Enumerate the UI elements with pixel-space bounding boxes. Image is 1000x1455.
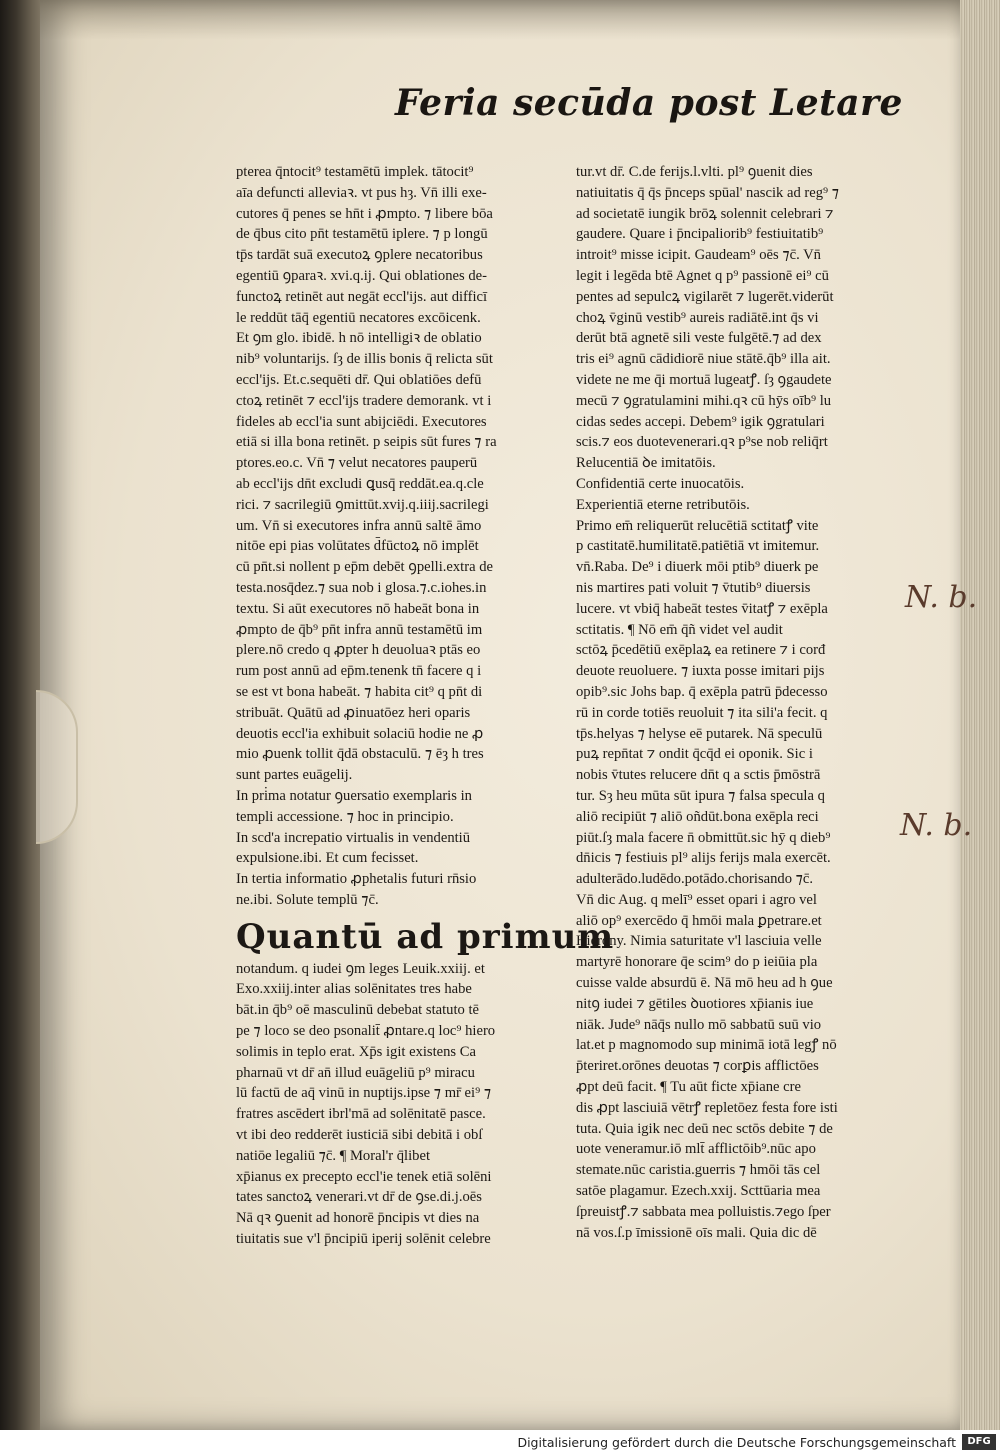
- digitization-footer: [0, 1430, 1000, 1455]
- text-line: de q̄bus cito pn̄t testamētū iplere. ⁊ p longū: [236, 226, 488, 243]
- marginal-note-nota-bene-1: N. b.: [905, 580, 978, 615]
- text-line: choꝝ v̄ginū vestib⁹ aureis radiātē.int q̄s vi: [576, 309, 819, 326]
- text-line: legit i legēda btē Agnet q p⁹ passionē ei⁹ cū: [576, 267, 829, 284]
- text-line: functoꝝ retinēt aut negāt eccl'ijs. aut difficī: [236, 288, 488, 305]
- text-line: martyrē honorare q̄e scim⁹ do p ieiūia pla: [576, 954, 818, 971]
- text-line: lat.et p magnomodo sup minimā iotā legꝭ nō: [576, 1037, 837, 1054]
- text-line: se est vt bona habeāt. ⁊ habita cit⁹ q pn̄t di: [236, 683, 483, 700]
- text-line: satōe plagamur. Ezech.xxij. Scttūaria mea: [576, 1183, 821, 1200]
- text-line: tuta. Quia igik nec deū nec sctōs debite ⁊ de: [576, 1120, 833, 1137]
- right-text-column: [576, 162, 906, 1243]
- text-line: um. Vn̄ si executores infra annū saltē āmo: [236, 517, 482, 534]
- text-line: ab eccl'ijs dn̄t excludi ꝗusq̄ reddāt.ea.q.cle: [236, 475, 484, 492]
- text-line: pharnaū vt dr̄ an̄ illud euāgeliū p⁹ miracu: [236, 1064, 475, 1081]
- text-line: cuisse valde absurdū ē. Nā mō heu ad h ꝯue: [576, 975, 833, 992]
- text-line: fratres ascēdert ibrl'mā ad solēnitatē pasce.: [236, 1106, 486, 1123]
- text-line: Experientiā eterne retributōis.: [576, 496, 750, 513]
- text-line: sctōꝝ p̄cedētiū exēplaꝝ ea retinere ⁊ i corđ: [576, 642, 826, 659]
- text-line: notandum. q iudei ꝯm leges Leuik.xxiij. et: [236, 960, 485, 977]
- page-top-shadow: [40, 0, 965, 40]
- text-line: In pri̇ma notatur ꝯuersatio exemplaris in: [236, 787, 472, 804]
- text-line: mecū ⁊ ꝯgratulamini mihi.qꝛ cū hȳs oīb⁹ lu: [576, 392, 832, 409]
- text-line: In scd'a increpatio virtualis in vendentiū: [236, 829, 471, 846]
- text-line: videte ne me q̄i mortuā lugeatꝭ. ſȝ ꝯgaudete: [576, 371, 832, 388]
- text-line: ne.ibi. Solute templū ⁊c̄.: [236, 891, 379, 908]
- text-line: vn̄.Raba. De⁹ i diuerk mōi ptib⁹ diuerk pe: [576, 559, 819, 576]
- text-line: expulsione.ibi. Et cum fecisset.: [236, 850, 419, 867]
- text-line: piūt.ſȝ mala facere n̄ obmittūt.sic hȳ q dieb⁹: [576, 829, 831, 846]
- text-line: vt ibi deo redderēt iusticiā sibi debitā i obſ: [236, 1127, 483, 1144]
- text-line: ad societatē iungik brōꝝ solennit celebrari ⁊: [576, 205, 834, 222]
- text-line: ptores.eo.c. Vn̄ ⁊ velut necatores pauperū: [236, 455, 478, 472]
- text-line: Relucentiā ꝺe imitatōis.: [576, 455, 716, 472]
- text-line: Vn̄ dic Aug. q melī⁹ esset opari i agro vel: [576, 891, 817, 908]
- text-line: Et ꝯm glo. ibidē. h nō intelligiꝛ de oblatio: [236, 330, 482, 347]
- text-line: aliō recipiūt ⁊ aliō oñdūt.bona exēpla reci: [576, 808, 819, 825]
- right-column-body: [576, 162, 906, 1243]
- text-line: niāk. Jude⁹ nāq̄s nullo mō sabbatū suū vio: [576, 1016, 822, 1033]
- text-line: tp̄s tardāt suā executoꝝ ꝯplere necatoribus: [236, 247, 483, 264]
- text-line: tates sanctoꝝ venerari.vt dr̄ de ꝯse.di.j.oēs: [236, 1189, 482, 1206]
- text-line: introit⁹ misse icipit. Gaudeam⁹ oēs ⁊c̄. Vn̄: [576, 247, 821, 264]
- text-line: nib⁹ voluntarijs. ſȝ de illis bonis q̄ relicta sūt: [236, 351, 493, 368]
- text-line: p castitatē.humilitatē.patiētiā vt imitemur.: [576, 538, 820, 555]
- text-line: p̄teriret.orōnes deuotas ⁊ corꝑis afflictōes: [576, 1058, 819, 1075]
- text-line: etiā si illa bona retinēt. p seipis sūt fures ⁊ ra: [236, 434, 497, 451]
- text-line: Exo.xxiij.inter alias solēnitates tres habe: [236, 981, 472, 998]
- left-text-column: [236, 162, 615, 1250]
- text-line: nobis v̄tutes relucere dn̄t q a sctis p̄mōstrā: [576, 767, 821, 784]
- text-line: tris ei⁹ agnū cādidiorē niue stātē.q̄b⁹ illa ait.: [576, 351, 831, 368]
- text-line: stribuāt. Quātū ad ꝓinuatōez heri oparis: [236, 704, 471, 721]
- text-line: In tertia informatio ꝓphetalis futuri rn̄sio: [236, 871, 477, 888]
- text-line: ctoꝝ retinēt ⁊ eccl'ijs tradere demorank. vt i: [236, 392, 492, 409]
- text-line: tp̄s.helyas ⁊ helyse eē putarek. Nā speculū: [576, 725, 823, 742]
- text-line: Confidentiā certe inuocatōis.: [576, 475, 745, 492]
- text-line: ſpreuistꝭ.⁊ sabbata mea polluistis.⁊ego ſper: [576, 1203, 831, 1220]
- text-line: eccl'ijs. Et.c.sequēti dr̄. Qui oblatiōes defū: [236, 371, 482, 388]
- page-clip-impression: [36, 690, 78, 844]
- running-head: Feria secūda post Letare: [395, 82, 903, 124]
- text-line: cutores q̄ penes se hn̄t i ꝓmpto. ⁊ libere bōa: [236, 205, 493, 222]
- text-line: puꝝ repn̄tat ⁊ ondit q̄cq̄d ei oponik. Sic i: [576, 746, 813, 763]
- text-line: natiuitatis q̄ q̄s p̄nceps spūal' nascik ad reg⁹ ⁊: [576, 184, 840, 201]
- text-line: ꝓmpto de q̄b⁹ pn̄t infra annū testamētū im: [236, 621, 483, 638]
- text-line: pterea q̄ntocit⁹ testamētū implek. tātocit⁹: [236, 164, 474, 180]
- text-line: ꝓpt deū facit. ¶ Tu aūt ficte xp̄iane cre: [576, 1079, 801, 1096]
- text-line: egentiū ꝯparaꝛ. xvi.q.ij. Qui oblationes de-: [236, 267, 487, 284]
- text-line: aīa defuncti alleviaꝛ. vt pus hȝ. Vn̄ illi exe-: [236, 184, 487, 201]
- text-line: pe ⁊ loco se deo psonalit̄ ꝓntare.q loc⁹ hiero: [236, 1023, 496, 1040]
- text-line: cidas sedes accepi. Debem⁹ igik ꝯgratulari: [576, 413, 825, 430]
- text-line: deuote reuoluere. ⁊ iuxta posse imitari pijs: [576, 663, 825, 680]
- section-initial-heading: Quantū ad primum: [236, 916, 615, 957]
- text-line: solimis in teplo erat. Xp̄s igit existens Ca: [236, 1043, 476, 1060]
- text-line: natiōe legaliū ⁊c̄. ¶ Moral'r q̄libet: [236, 1147, 430, 1164]
- text-line: opib⁹.sic Johs bap. q̄ exēpla patrū p̄decesso: [576, 683, 828, 700]
- text-line: fideles ab eccl'ia sunt abijciēdi. Executores: [236, 413, 487, 430]
- text-line: lū factū de aq̄ vinū in nuptijs.ipse ⁊ mr̄ ei⁹ ⁊: [236, 1085, 492, 1102]
- text-line: rum post annū ad ep̄m.tenenk tn̄ facere q i: [236, 663, 482, 680]
- text-line: templi accessione. ⁊ hoc in principio.: [236, 808, 454, 825]
- text-line: textu. Si aūt executores nō habeāt bona in: [236, 600, 480, 617]
- text-line: Hierony. Nimia saturitate v'l lasciuia velle: [576, 933, 822, 950]
- text-line: plere.nō credo q ꝓpter h deuoluaꝛ ptās eo: [236, 642, 481, 659]
- text-line: uote veneramur.iō mlt̄ afflictōib⁹.nūc apo: [576, 1141, 816, 1158]
- text-line: nitꝯ iudei ⁊ gētiles ꝺuotiores xp̄ianis iue: [576, 995, 814, 1012]
- text-line: sunt partes euāgelij.: [236, 767, 353, 784]
- dfg-logo-icon: DFG: [962, 1434, 996, 1450]
- text-line: Primo em̄ reliquerūt relucētiā sctitatꝭ vite: [576, 517, 819, 534]
- text-line: stemate.nūc caristia.guerris ⁊ hmōi tās cel: [576, 1162, 821, 1179]
- text-line: aliō op⁹ exercēdo q̄ hmōi mala ꝑpetrare.et: [576, 912, 822, 929]
- text-line: nis martires pati voluit ⁊ v̄tutib⁹ diuersis: [576, 579, 811, 596]
- text-line: scis.⁊ eos duotevenerari.qꝛ p⁹se nob reliq̄rt: [576, 434, 828, 451]
- text-line: rū in corde totiēs reuoluit ⁊ ita sili'a fecit. q: [576, 704, 828, 721]
- text-line: nitōe epi pias volūtates d̄fūctoꝝ nō implēt: [236, 538, 479, 555]
- text-line: testa.nosq̄dez.⁊ sua nob i glosa.⁊.c.iohes.in: [236, 579, 487, 596]
- footer-credit-text: Digitalisierung gefördert durch die Deutsche Forschungsgemeinschaft: [517, 1435, 956, 1450]
- page-stack-edge: [960, 0, 1000, 1430]
- text-line: xp̄ianus ex precepto eccl'ie tenek etiā solēni: [236, 1168, 492, 1185]
- text-line: derūt btā agnetē sili veste fulgētē.⁊ ad dex: [576, 330, 822, 347]
- text-line: Nā qꝛ ꝯuenit ad honorē p̄ncipis vt dies na: [236, 1210, 480, 1227]
- text-line: lucere. vt vbiq̄ habeāt testes v̄itatꝭ ⁊ exēpla: [576, 600, 828, 617]
- text-line: tiuitatis sue v'l p̄ncipiū iperij solēnit celebre: [236, 1231, 491, 1248]
- left-column-continuation: [236, 959, 558, 1250]
- text-line: cū pn̄t.si nollent p ep̄m debēt ꝯpelli.extra de: [236, 559, 493, 576]
- text-line: tur.vt dr̄. C.de ferijs.l.vlti. pl⁹ ꝯuenit dies: [576, 164, 813, 180]
- text-line: tur. Sȝ heu mūta sūt ipura ⁊ falsa specula q: [576, 787, 825, 804]
- text-line: rici. ⁊ sacrilegiū ꝯmittūt.xvij.q.iiij.sacrilegi: [236, 496, 489, 513]
- text-line: le reddūt tāq̄ egentiū necatores excōicenk.: [236, 309, 481, 326]
- text-line: gaudere. Quare i p̄ncipaliorib⁹ festiuitatib⁹: [576, 226, 824, 243]
- text-line: pentes ad sepulcꝝ vigilarēt ⁊ lugerēt.viderūt: [576, 288, 834, 305]
- marginal-note-nota-bene-2: N. b.: [900, 808, 973, 843]
- text-line: adulterādo.ludēdo.potādo.chorisando ⁊c̄.: [576, 871, 814, 888]
- text-line: dis ꝓpt lasciuiā vētrꝭ repletōez festa fore isti: [576, 1099, 838, 1116]
- text-line: deuotis eccl'ia exhibuit solaciū hodie ne ꝓ: [236, 725, 484, 742]
- text-line: mio ꝓuenk tollit q̄dā obstaculū. ⁊ ēȝ h tres: [236, 746, 484, 763]
- left-column-body: [236, 162, 558, 911]
- text-line: sctitatis. ¶ Nō em̄ q̄ñ videt vel audit: [576, 621, 783, 638]
- text-line: nā vos.ſ.p īmissionē oīs mali. Quia dic dē: [576, 1224, 817, 1241]
- text-line: dn̄icis ⁊ festiuis pl⁹ alijs ferijs mala exercēt.: [576, 850, 831, 867]
- text-line: bāt.in q̄b⁹ oē masculinū debebat statuto tē: [236, 1002, 479, 1019]
